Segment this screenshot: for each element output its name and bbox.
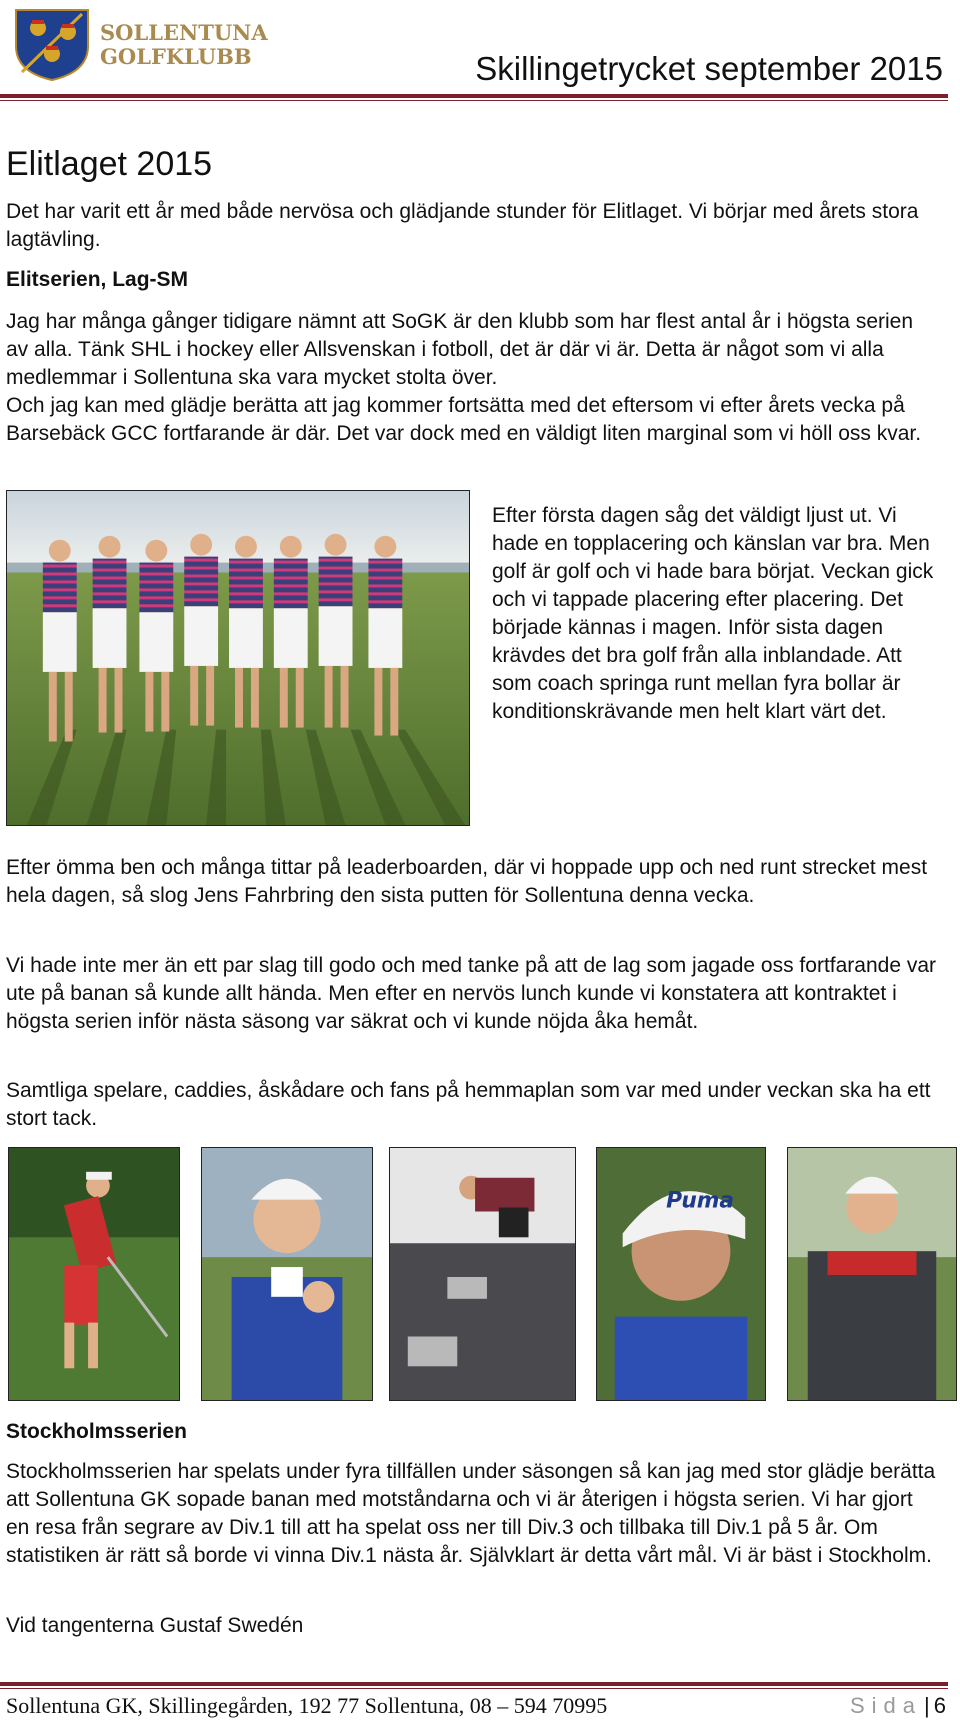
subheading-stockholmsserien: Stockholmsserien [6,1420,187,1443]
page-number-block [850,1693,946,1719]
header-rule-thick [0,94,948,98]
header-rule-thin [0,100,948,101]
paragraph-5: Samtliga spelare, caddies, åskådare och fans på hemmaplan som var med under veckan ska ha ett stort tack. [6,1079,931,1130]
paragraph-4: Vi hade inte mer än ett par slag till godo och med tanke på att de lag som jagade oss fortfarande var ute på banan så kunde allt hända. Men efter en nervös lunch kunde vi konstatera att kontraktet i högsta serien inför nästa säsong var säkrat och vi kunde nöjda åka hemåt. [6,954,937,1033]
page-number: 6 [933,1693,946,1718]
logo-text-line2: GOLFKLUBB [100,44,252,69]
newsletter-title: Skillingetrycket september 2015 [475,50,943,87]
player-photo-4 [596,1147,766,1401]
paragraph-1: Jag har många gånger tidigare nämnt att SoGK är den klubb som har flest antal år i högsta serien av alla. Tänk SHL i hockey eller Allsvenskan i fotboll, det är där vi är. Detta är något som vi alla medlemmar i Sollentuna ska vara mycket stolta över. [6,310,914,389]
footer-address: Sollentuna GK, Skillingegården, 192 77 Sollentuna, 08 – 594 70995 [6,1693,608,1718]
paragraph-3: Efter ömma ben och många tittar på leaderboarden, där vi hoppade upp och ned runt strecket mest hela dagen, så slog Jens Fahrbring den sista putten för Sollentuna denna vecka. [6,856,928,907]
club-logo [12,6,268,82]
page-separator: | [924,1693,930,1718]
intro-paragraph: Det har varit ett år med både nervösa och glädjande stunder för Elitlaget. Vi börjar med årets stora lagtävling. [6,200,919,251]
player-photo-5 [787,1147,957,1401]
subheading-elitserien: Elitserien, Lag-SM [6,268,189,291]
cap-logo-text: Puma [666,1188,735,1214]
footer-rule-thin [0,1688,948,1689]
player-photo-1 [8,1147,180,1401]
article-heading: Elitlaget 2015 [6,145,213,183]
logo-text-line1: SOLLENTUNA [100,20,268,45]
club-crest-icon [16,10,88,80]
player-photo-2 [201,1147,373,1401]
team-photo [6,490,470,826]
footer-rule-thick [0,1682,948,1686]
side-column-paragraph: Efter första dagen såg det väldigt ljust ut. Vi hade en topplacering och känslan var bra. Men golf är golf och vi hade bara börjat. Veckan gick och vi tappade placering efter placering. Det började kännas i magen. Inför sista dagen krävdes det bra golf från alla inblandade. Att som coach springa runt mellan fyra bollar är konditionskrävande men helt klart värt det. [492,504,934,723]
player-photo-3 [389,1147,576,1401]
paragraph-2: Och jag kan med glädje berätta att jag kommer fortsätta med det eftersom vi efter årets vecka på Barsebäck GCC fortfarande är där. Det var dock med en väldigt liten marginal som vi höll oss kvar. [6,394,922,445]
page-word: Sida [849,1693,923,1718]
paragraph-6: Stockholmsserien har spelats under fyra tillfällen under säsongen så kan jag med stor glädje berätta att Sollentuna GK sopade banan med motståndarna och vi är återigen i högsta serien. Vi har gjort en resa från segrare av Div.1 till att ha spelat oss ner till Div.3 och tillbaka till Div.1 på 5 år. Om statistiken är rätt så borde vi vinna Div.1 nästa år. Självklart är detta vårt mål. Vi är bäst i Stockholm. [6,1460,936,1567]
signature: Vid tangenterna Gustaf Swedén [6,1614,304,1637]
